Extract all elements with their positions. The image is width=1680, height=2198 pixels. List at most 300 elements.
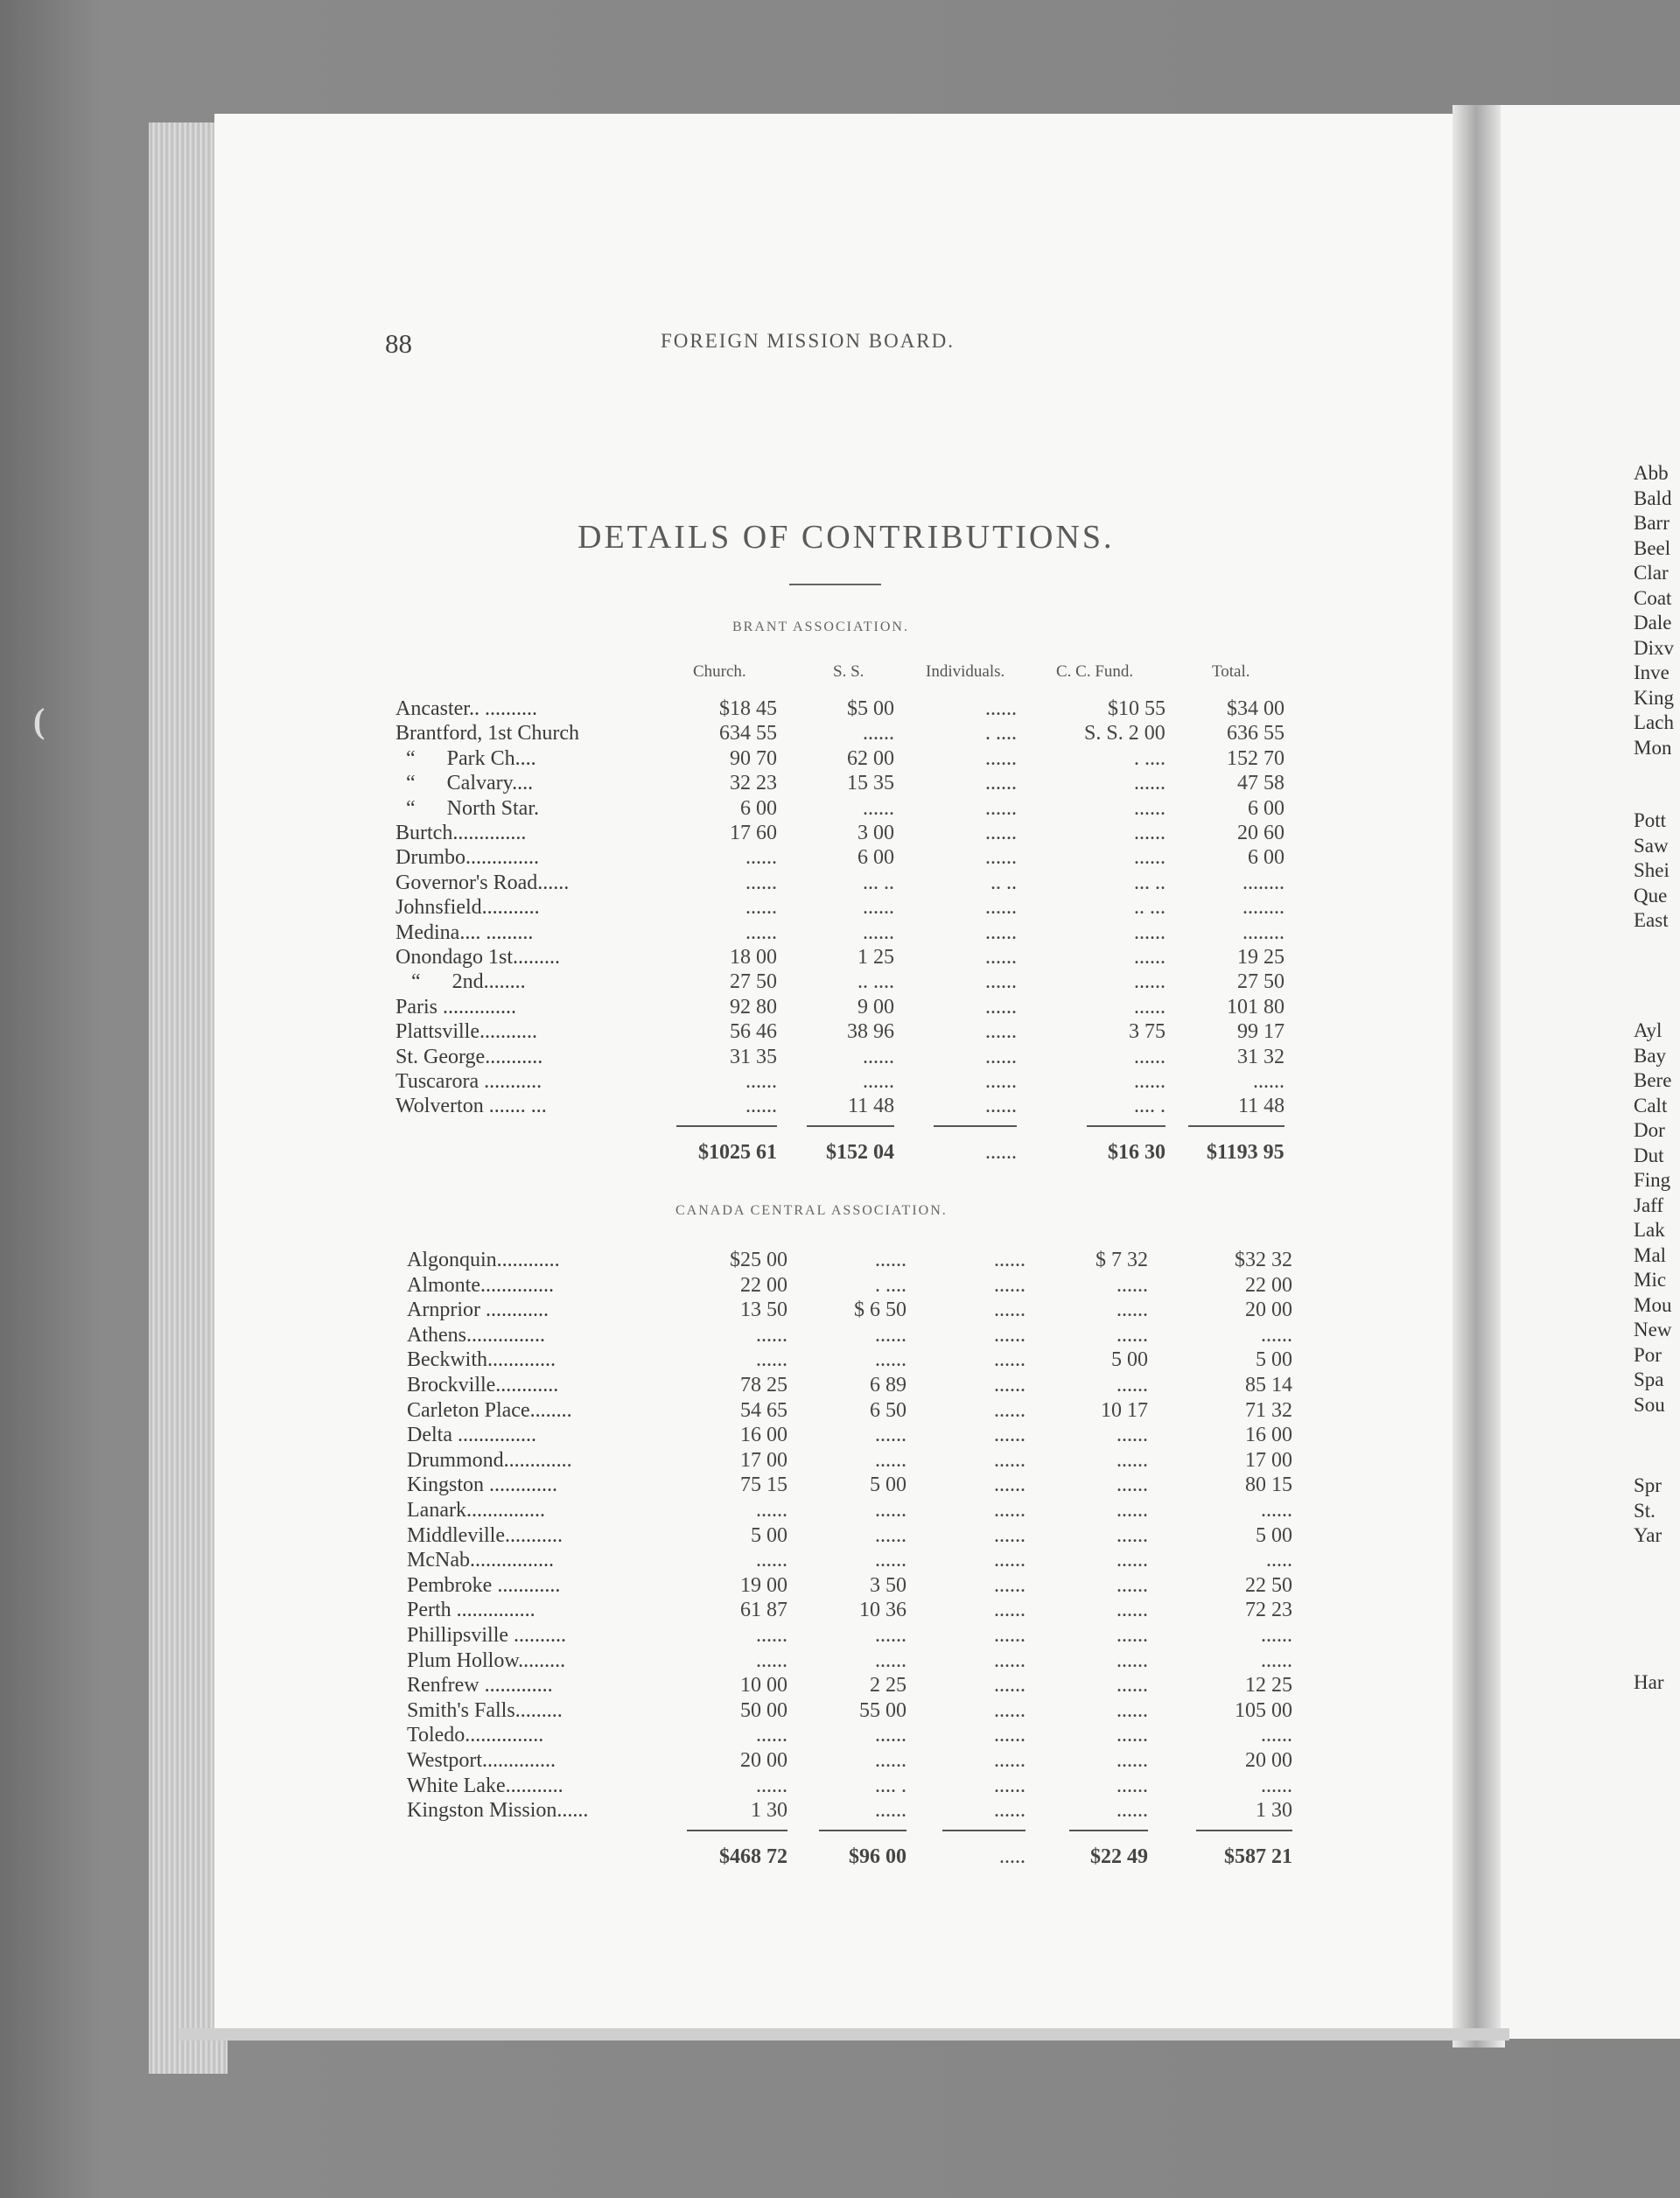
brant-cell-total: 101 80	[1227, 995, 1284, 1018]
central-cell-church: ......	[756, 1348, 788, 1372]
brant-total-total: $1193 95	[1207, 1140, 1284, 1164]
central-row-name: Delta ...............	[407, 1424, 536, 1447]
central-cell-church: 5 00	[751, 1523, 788, 1547]
central-cell-total: 72 23	[1245, 1599, 1292, 1622]
brant-cell-total: $34 00	[1227, 697, 1284, 720]
column-header-individuals: Individuals.	[926, 662, 1005, 681]
brant-cell-ss: 3 00	[858, 822, 894, 844]
brant-cell-cc-fund: .. ...	[1134, 896, 1166, 920]
brant-cell-cc-fund: 3 75	[1129, 1020, 1166, 1044]
central-cell-individuals: ......	[994, 1774, 1026, 1797]
brant-cell-total: 27 50	[1237, 970, 1284, 994]
central-cell-ss: 2 25	[870, 1674, 906, 1698]
right-page-label: Spa	[1634, 1368, 1664, 1390]
central-cell-cc-fund: ......	[1116, 1648, 1148, 1672]
central-cell-ss: 6 50	[870, 1398, 906, 1422]
central-cell-ss: ......	[875, 1799, 906, 1823]
brant-cell-cc-fund: ......	[1134, 1070, 1166, 1093]
central-row-name: Renfrew .............	[407, 1674, 553, 1698]
brant-cell-church: ......	[746, 1070, 777, 1093]
brant-row-name: Medina.... .........	[396, 920, 534, 944]
central-row-name: Perth ...............	[407, 1599, 536, 1622]
central-cell-total: ......	[1261, 1323, 1292, 1347]
central-cell-total: 71 32	[1245, 1398, 1292, 1422]
central-cell-cc-fund: ......	[1116, 1749, 1148, 1772]
brant-cell-total: ........	[1242, 920, 1284, 944]
brant-cell-total: 47 58	[1237, 772, 1284, 795]
brant-cell-cc-fund: ......	[1134, 946, 1166, 969]
central-cell-church: ......	[756, 1549, 788, 1572]
right-page-label: Dut	[1634, 1144, 1664, 1166]
right-page-label: New	[1634, 1319, 1672, 1340]
brant-cell-cc-fund: ......	[1134, 772, 1166, 795]
central-total-cc-fund: $22 49	[1090, 1844, 1148, 1868]
central-cell-total: ......	[1261, 1724, 1292, 1747]
central-cell-church: 75 15	[740, 1474, 788, 1497]
brant-cell-cc-fund: ......	[1134, 920, 1166, 944]
central-cell-total: 20 00	[1245, 1749, 1292, 1772]
central-cell-total: 16 00	[1245, 1424, 1292, 1447]
right-page-label: Sou	[1634, 1393, 1665, 1416]
central-cell-individuals: ......	[994, 1674, 1026, 1698]
central-row-name: Kingston .............	[407, 1474, 558, 1497]
right-page-label: Abb	[1634, 462, 1669, 484]
column-header-cc-fund: C. C. Fund.	[1056, 662, 1134, 681]
central-cell-individuals: ......	[994, 1549, 1026, 1572]
central-cell-ss: 5 00	[870, 1474, 906, 1497]
brant-cell-church: ......	[746, 1095, 777, 1118]
central-cell-total: 22 50	[1245, 1573, 1292, 1597]
central-cell-ss: ......	[875, 1249, 906, 1271]
central-cell-cc-fund: ......	[1116, 1624, 1148, 1647]
central-cell-individuals: ......	[994, 1298, 1026, 1322]
central-cell-ss: 3 50	[870, 1573, 906, 1597]
central-cell-individuals: ......	[994, 1249, 1026, 1271]
brant-cell-total: 6 00	[1248, 796, 1284, 820]
central-row-name: White Lake...........	[407, 1774, 564, 1797]
brant-cell-individuals: . ....	[985, 722, 1017, 746]
central-cell-church: 54 65	[740, 1398, 788, 1422]
central-cell-cc-fund: ......	[1116, 1774, 1148, 1797]
central-row-name: Carleton Place........	[407, 1398, 572, 1422]
central-cell-cc-fund: 10 17	[1101, 1398, 1148, 1422]
central-cell-church: 61 87	[740, 1599, 788, 1622]
central-cell-cc-fund: ......	[1116, 1499, 1148, 1522]
central-row-name: Arnprior ............	[407, 1298, 549, 1322]
brant-cell-church: 32 23	[730, 772, 777, 795]
central-cell-individuals: ......	[994, 1599, 1026, 1622]
brant-row-name: St. George...........	[396, 1045, 543, 1068]
central-cell-cc-fund: ......	[1116, 1799, 1148, 1823]
brant-row-name: Drumbo..............	[396, 846, 539, 870]
central-total-rule	[1069, 1830, 1148, 1831]
brant-cell-total: 152 70	[1227, 746, 1284, 770]
brant-cell-ss: ......	[863, 796, 894, 820]
central-cell-cc-fund: ......	[1116, 1674, 1148, 1698]
central-cell-church: ......	[756, 1624, 788, 1647]
column-header-ss: S. S.	[833, 662, 864, 681]
central-row-name: Westport..............	[407, 1749, 556, 1772]
right-page-label: Bay	[1634, 1044, 1667, 1067]
central-cell-church: ......	[756, 1724, 788, 1747]
central-cell-church: ......	[756, 1774, 788, 1797]
right-page-label: Que	[1634, 884, 1668, 906]
central-cell-cc-fund: ......	[1116, 1523, 1148, 1547]
brant-cell-ss: 15 35	[847, 772, 894, 795]
central-cell-ss: ......	[875, 1648, 906, 1672]
brant-cell-individuals: ......	[985, 1070, 1017, 1093]
central-cell-ss: ......	[875, 1549, 906, 1572]
central-cell-individuals: ......	[994, 1448, 1026, 1472]
right-page-label: East	[1634, 909, 1669, 931]
central-cell-individuals: ......	[994, 1273, 1026, 1297]
central-cell-church: 17 00	[740, 1448, 788, 1472]
right-page-label: Bald	[1634, 486, 1672, 509]
brant-cell-cc-fund: S. S. 2 00	[1084, 722, 1166, 746]
scan-mark: (	[33, 701, 46, 740]
central-cell-individuals: ......	[994, 1374, 1026, 1396]
brant-cell-church: 90 70	[730, 746, 777, 770]
central-cell-church: 50 00	[740, 1698, 788, 1722]
brant-cell-individuals: ......	[985, 796, 1017, 820]
brant-cell-church: $18 45	[719, 697, 777, 720]
brant-cell-cc-fund: ... ..	[1134, 871, 1166, 894]
central-cell-individuals: ......	[994, 1424, 1026, 1447]
central-cell-ss: ......	[875, 1624, 906, 1647]
page-number: 88	[385, 328, 412, 359]
central-cell-total: 85 14	[1245, 1374, 1292, 1396]
central-row-name: Athens...............	[407, 1323, 545, 1347]
central-cell-cc-fund: 5 00	[1111, 1348, 1148, 1372]
brant-cell-ss: 1 25	[858, 946, 894, 969]
central-cell-ss: ......	[875, 1448, 906, 1472]
brant-row-name: Paris ..............	[396, 995, 516, 1018]
central-cell-individuals: ......	[994, 1698, 1026, 1722]
brant-cell-church: 634 55	[719, 722, 777, 746]
central-cell-ss: 10 36	[859, 1599, 906, 1622]
brant-cell-total: 99 17	[1237, 1020, 1284, 1044]
central-total-total: $587 21	[1224, 1844, 1292, 1868]
book-gutter	[1452, 105, 1505, 2048]
central-total-ss: $96 00	[849, 1844, 906, 1868]
right-page-label: Clar	[1634, 562, 1669, 584]
brant-cell-ss: ......	[863, 722, 894, 746]
central-cell-ss: ......	[875, 1348, 906, 1372]
brant-cell-individuals: ......	[985, 946, 1017, 969]
central-cell-cc-fund: ......	[1116, 1724, 1148, 1747]
brant-cell-church: 6 00	[740, 796, 777, 820]
central-total-church: $468 72	[719, 1844, 788, 1868]
brant-total-rule	[1087, 1125, 1166, 1127]
central-cell-cc-fund: ......	[1116, 1698, 1148, 1722]
central-row-name: Algonquin............	[407, 1249, 560, 1271]
brant-cell-total: 636 55	[1227, 722, 1284, 746]
brant-cell-ss: ......	[863, 1045, 894, 1068]
brant-total-ss: $152 04	[826, 1140, 894, 1164]
central-row-name: Lanark...............	[407, 1499, 545, 1522]
brant-cell-cc-fund: ......	[1134, 1045, 1166, 1068]
right-page-label: Har	[1634, 1671, 1664, 1693]
right-page-label: Mou	[1634, 1293, 1672, 1316]
right-page-label: Spr	[1634, 1474, 1662, 1496]
central-cell-ss: .... .	[875, 1774, 906, 1797]
brant-cell-ss: .. ....	[858, 970, 894, 994]
right-page-label: King	[1634, 686, 1674, 709]
brant-cell-ss: 11 48	[848, 1095, 895, 1118]
central-cell-total: ......	[1261, 1774, 1292, 1797]
section-heading-brant: BRANT ASSOCIATION.	[732, 620, 909, 634]
brant-cell-church: ......	[746, 846, 777, 870]
brant-row-name: Governor's Road......	[396, 871, 570, 894]
central-cell-church: 1 30	[751, 1799, 788, 1823]
central-cell-ss: 55 00	[859, 1698, 906, 1722]
central-cell-total: 1 30	[1256, 1799, 1292, 1823]
central-cell-cc-fund: ......	[1116, 1323, 1148, 1347]
central-cell-cc-fund: $ 7 32	[1096, 1249, 1148, 1271]
central-cell-ss: $ 6 50	[854, 1298, 906, 1322]
right-page-label: Bere	[1634, 1069, 1672, 1091]
brant-cell-individuals: .. ..	[990, 871, 1017, 894]
central-total-rule	[819, 1830, 906, 1831]
central-cell-individuals: ......	[994, 1724, 1026, 1747]
brant-total-rule	[934, 1125, 1017, 1127]
central-row-name: Smith's Falls.........	[407, 1698, 563, 1722]
central-total-rule	[942, 1830, 1026, 1831]
right-page-label: Por	[1634, 1343, 1662, 1366]
brant-cell-cc-fund: . ....	[1134, 746, 1166, 770]
brant-cell-ss: ......	[863, 1070, 894, 1093]
central-cell-church: 13 50	[740, 1298, 788, 1322]
brant-cell-cc-fund: $10 55	[1108, 697, 1166, 720]
central-cell-cc-fund: ......	[1116, 1374, 1148, 1396]
central-row-name: Brockville............	[407, 1374, 559, 1396]
column-header-total: Total.	[1212, 662, 1250, 681]
right-page-label: Barr	[1634, 512, 1670, 534]
right-page-label: Calt	[1634, 1094, 1668, 1116]
brant-cell-total: ......	[1253, 1070, 1284, 1093]
central-row-name: Middleville...........	[407, 1523, 563, 1547]
central-cell-ss: . ....	[875, 1273, 906, 1297]
brant-row-name: Tuscarora ...........	[396, 1070, 542, 1093]
brant-cell-ss: 62 00	[847, 746, 894, 770]
central-cell-church: 78 25	[740, 1374, 788, 1396]
central-cell-church: ......	[756, 1648, 788, 1672]
central-cell-cc-fund: ......	[1116, 1298, 1148, 1322]
page-title: DETAILS OF CONTRIBUTIONS.	[578, 519, 1115, 556]
right-page-label: Dixv	[1634, 636, 1674, 659]
brant-total-individuals: ......	[985, 1140, 1017, 1164]
central-cell-cc-fund: ......	[1116, 1273, 1148, 1297]
right-page-label: Yar	[1634, 1524, 1662, 1546]
brant-row-name: “ 2nd........	[396, 970, 526, 994]
brant-total-church: $1025 61	[698, 1140, 777, 1164]
brant-cell-individuals: ......	[985, 697, 1017, 720]
brant-cell-ss: ......	[863, 896, 894, 920]
central-cell-cc-fund: ......	[1116, 1474, 1148, 1497]
brant-row-name: Brantford, 1st Church	[396, 722, 579, 746]
central-cell-individuals: ......	[994, 1523, 1026, 1547]
central-cell-total: ......	[1261, 1648, 1292, 1672]
section-heading-canada-central: CANADA CENTRAL ASSOCIATION.	[676, 1203, 948, 1218]
right-page-label: Coat	[1634, 586, 1672, 609]
central-cell-church: ......	[756, 1499, 788, 1522]
central-cell-individuals: ......	[994, 1573, 1026, 1597]
title-rule	[789, 584, 881, 585]
brant-cell-ss: 38 96	[847, 1020, 894, 1044]
brant-cell-total: 20 60	[1237, 822, 1284, 844]
central-cell-total: 12 25	[1245, 1674, 1292, 1698]
central-cell-cc-fund: ......	[1116, 1424, 1148, 1447]
right-page-label: Ayl	[1634, 1019, 1662, 1041]
brant-cell-ss: $5 00	[847, 697, 894, 720]
central-row-name: Almonte..............	[407, 1273, 554, 1297]
brant-total-rule	[676, 1125, 777, 1127]
brant-cell-individuals: ......	[985, 970, 1017, 994]
brant-cell-total: ........	[1242, 896, 1284, 920]
central-cell-ss: ......	[875, 1424, 906, 1447]
central-cell-total: 5 00	[1256, 1523, 1292, 1547]
central-cell-ss: ......	[875, 1724, 906, 1747]
central-cell-total: 5 00	[1256, 1348, 1292, 1372]
central-cell-individuals: ......	[994, 1348, 1026, 1372]
brant-cell-individuals: ......	[985, 746, 1017, 770]
column-header-church: Church.	[693, 662, 746, 681]
central-cell-church: 19 00	[740, 1573, 788, 1597]
right-page-label: Saw	[1634, 834, 1669, 857]
central-cell-church: 22 00	[740, 1273, 788, 1297]
central-cell-total: 80 15	[1245, 1474, 1292, 1497]
page-bottom-shadow	[179, 2028, 1509, 2040]
brant-row-name: Onondago 1st.........	[396, 946, 560, 969]
brant-cell-cc-fund: ......	[1134, 995, 1166, 1018]
central-cell-church: 16 00	[740, 1424, 788, 1447]
brant-row-name: Ancaster.. ..........	[396, 697, 537, 720]
brant-row-name: “ Calvary....	[396, 772, 534, 795]
brant-cell-church: 56 46	[730, 1020, 777, 1044]
central-cell-church: ......	[756, 1323, 788, 1347]
central-row-name: Beckwith.............	[407, 1348, 556, 1372]
brant-cell-ss: 9 00	[858, 995, 894, 1018]
central-cell-ss: ......	[875, 1523, 906, 1547]
brant-row-name: “ North Star.	[396, 796, 539, 820]
brant-cell-ss: 6 00	[858, 846, 894, 870]
central-cell-individuals: ......	[994, 1799, 1026, 1823]
brant-cell-ss: ... ..	[863, 871, 894, 894]
brant-cell-total: ........	[1242, 871, 1284, 894]
central-cell-ss: ......	[875, 1323, 906, 1347]
brant-cell-church: ......	[746, 871, 777, 894]
brant-cell-cc-fund: ......	[1134, 970, 1166, 994]
central-cell-total: ......	[1261, 1499, 1292, 1522]
right-page-label: Jaff	[1634, 1194, 1664, 1216]
brant-cell-individuals: ......	[985, 1020, 1017, 1044]
brant-cell-ss: ......	[863, 920, 894, 944]
brant-cell-individuals: ......	[985, 995, 1017, 1018]
central-cell-total: 22 00	[1245, 1273, 1292, 1297]
brant-row-name: Burtch..............	[396, 822, 527, 844]
brant-cell-total: 6 00	[1248, 846, 1284, 870]
central-cell-cc-fund: ......	[1116, 1573, 1148, 1597]
brant-cell-individuals: ......	[985, 822, 1017, 844]
right-page-label: Dale	[1634, 612, 1672, 634]
brant-cell-church: ......	[746, 896, 777, 920]
right-page-label: Shei	[1634, 859, 1670, 881]
central-row-name: Toledo...............	[407, 1724, 544, 1747]
brant-cell-church: 17 60	[730, 822, 777, 844]
right-page-label: Lach	[1634, 711, 1674, 733]
central-cell-ss: ......	[875, 1499, 906, 1522]
central-total-individuals: .....	[999, 1844, 1026, 1868]
central-row-name: Drummond.............	[407, 1448, 572, 1472]
central-total-rule	[687, 1830, 788, 1831]
central-row-name: Kingston Mission......	[407, 1799, 589, 1823]
brant-row-name: Plattsville...........	[396, 1020, 537, 1044]
central-cell-total: 105 00	[1235, 1698, 1292, 1722]
brant-cell-church: 31 35	[730, 1045, 777, 1068]
central-cell-church: 20 00	[740, 1749, 788, 1772]
central-cell-individuals: ......	[994, 1624, 1026, 1647]
right-page-label: Mic	[1634, 1269, 1667, 1291]
central-cell-total: ......	[1261, 1624, 1292, 1647]
central-cell-cc-fund: ......	[1116, 1549, 1148, 1572]
central-row-name: McNab................	[407, 1549, 554, 1572]
right-page-label: Dor	[1634, 1119, 1665, 1141]
brant-cell-cc-fund: .... .	[1134, 1095, 1166, 1118]
right-page-label: St.	[1634, 1499, 1656, 1522]
running-head: FOREIGN MISSION BOARD.	[661, 330, 956, 352]
central-row-name: Plum Hollow.........	[407, 1648, 566, 1672]
brant-cell-individuals: ......	[985, 1095, 1017, 1118]
central-cell-individuals: ......	[994, 1323, 1026, 1347]
right-page-label: Pott	[1634, 809, 1667, 831]
brant-cell-total: 31 32	[1237, 1045, 1284, 1068]
central-cell-total: 17 00	[1245, 1448, 1292, 1472]
central-cell-individuals: ......	[994, 1398, 1026, 1422]
brant-cell-church: 92 80	[730, 995, 777, 1018]
brant-row-name: Wolverton ....... ...	[396, 1095, 547, 1118]
right-page-label: Fing	[1634, 1169, 1671, 1191]
central-cell-ss: ......	[875, 1749, 906, 1772]
right-page-label: Lak	[1634, 1219, 1665, 1241]
brant-cell-church: ......	[746, 920, 777, 944]
brant-cell-church: 27 50	[730, 970, 777, 994]
brant-cell-cc-fund: ......	[1134, 796, 1166, 820]
brant-row-name: Johnsfield...........	[396, 896, 540, 920]
brant-total-rule	[1188, 1125, 1284, 1127]
brant-cell-cc-fund: ......	[1134, 846, 1166, 870]
right-page-label: Beel	[1634, 536, 1671, 559]
central-cell-ss: 6 89	[870, 1374, 906, 1396]
brant-cell-church: 18 00	[730, 946, 777, 969]
brant-cell-individuals: ......	[985, 846, 1017, 870]
central-row-name: Pembroke ............	[407, 1573, 561, 1597]
brant-total-rule	[807, 1125, 894, 1127]
central-cell-church: 10 00	[740, 1674, 788, 1698]
right-page-label: Mon	[1634, 736, 1672, 759]
central-cell-church: $25 00	[730, 1249, 788, 1271]
central-cell-individuals: ......	[994, 1474, 1026, 1497]
brant-cell-individuals: ......	[985, 772, 1017, 795]
central-cell-total: .....	[1266, 1549, 1292, 1572]
central-total-rule	[1196, 1830, 1292, 1831]
brant-total-cc-fund: $16 30	[1108, 1140, 1166, 1164]
right-page-label: Mal	[1634, 1243, 1667, 1266]
brant-cell-individuals: ......	[985, 1045, 1017, 1068]
brant-cell-total: 19 25	[1237, 946, 1284, 969]
central-cell-individuals: ......	[994, 1499, 1026, 1522]
central-cell-cc-fund: ......	[1116, 1599, 1148, 1622]
central-cell-individuals: ......	[994, 1648, 1026, 1672]
